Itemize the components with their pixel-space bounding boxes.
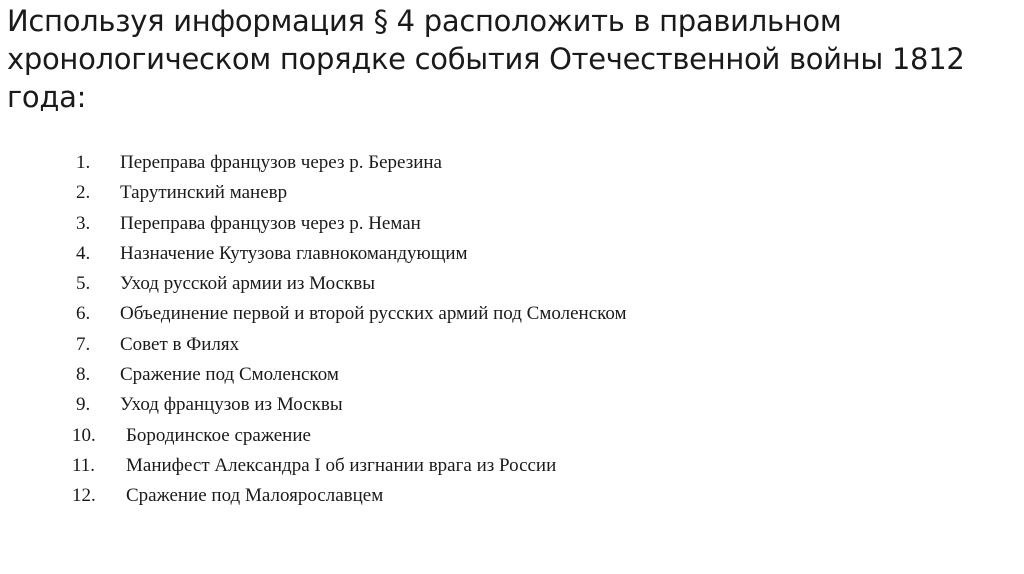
- event-text: Назначение Кутузова главнокомандующим: [120, 242, 468, 264]
- event-text: Уход французов из Москвы: [120, 394, 343, 416]
- event-item: [72, 299, 627, 329]
- event-item: [72, 390, 627, 420]
- event-item: [72, 451, 627, 481]
- event-item: [72, 360, 627, 390]
- event-item: [72, 269, 627, 299]
- event-item: [72, 421, 627, 451]
- event-item: [72, 481, 627, 511]
- event-number: 5.: [76, 273, 91, 295]
- event-text: Тарутинский маневр: [120, 182, 288, 204]
- event-text: Объединение первой и второй русских армий под Смоленском: [120, 303, 627, 325]
- event-number: 9.: [76, 394, 91, 416]
- event-item: [72, 148, 627, 178]
- event-number: 8.: [76, 364, 91, 386]
- event-item: [72, 178, 627, 208]
- event-number: 2.: [76, 182, 91, 204]
- event-number: 3.: [76, 212, 91, 234]
- event-number: 1.: [76, 152, 91, 173]
- events-list: [72, 148, 627, 512]
- event-text: Сражение под Смоленском: [120, 364, 339, 386]
- event-text: Манифест Александра I об изгнании врага из России: [126, 454, 557, 476]
- event-number: 4.: [76, 242, 91, 264]
- event-item: [72, 239, 627, 269]
- event-number: 12.: [72, 485, 96, 507]
- event-text: Переправа французов через р. Березина: [120, 152, 442, 173]
- event-number: 11.: [72, 454, 96, 476]
- event-number: 6.: [76, 303, 91, 325]
- event-text: Сражение под Малоярославцем: [126, 485, 384, 507]
- event-text: Переправа французов через р. Неман: [120, 212, 421, 234]
- event-text: Уход русской армии из Москвы: [120, 273, 375, 295]
- event-text: Совет в Филях: [120, 333, 240, 355]
- event-item: [72, 209, 627, 239]
- slide-title: Используя информация § 4 расположить в правильном хронологическом порядке события Отечественной войны 1812 года:: [7, 4, 965, 114]
- event-text: Бородинское сражение: [126, 424, 311, 446]
- event-number: 7.: [76, 333, 91, 355]
- event-item: [72, 330, 627, 360]
- event-number: 10.: [72, 424, 96, 446]
